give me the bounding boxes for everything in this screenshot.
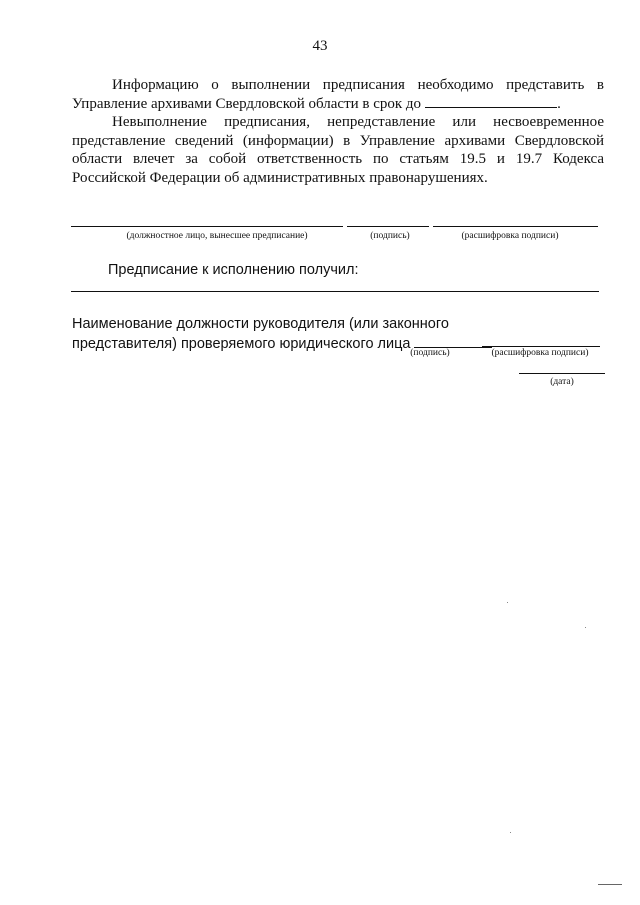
page-number: 43 [312, 38, 328, 54]
official-position-line [71, 226, 343, 227]
head-position-line1: Наименование должности руководителя (или законного [72, 316, 449, 332]
received-label: Предписание к исполнению получил: [108, 262, 359, 278]
head-signature-blank [414, 335, 492, 348]
head-decoding-line [482, 346, 600, 347]
scan-speck [510, 832, 511, 833]
liability-paragraph: Невыполнение предписания, непредставление или несвоевременное представление сведений (информации) в Управление архивами Свердловской области влечет за собой ответственность по статьям 19.5 и 19.7 Кодекса Российской Федерации об административных правонарушениях. [72, 114, 604, 186]
official-decoding-caption: (расшифровка подписи) [461, 231, 559, 241]
head-signature-caption: (подпись) [410, 348, 450, 358]
head-position-line2: представителя) проверяемого юридического лица [72, 336, 411, 352]
received-line [71, 291, 599, 292]
official-signature-caption: (подпись) [370, 231, 410, 241]
official-decoding-line [433, 226, 598, 227]
official-signature-line [347, 226, 429, 227]
date-line [519, 373, 605, 374]
scan-speck [507, 602, 508, 603]
deadline-date-blank [425, 95, 557, 108]
head-decoding-caption: (расшифровка подписи) [491, 348, 589, 358]
deadline-paragraph-text: Информацию о выполнении предписания необходимо представить в Управление архивами Свердловской области в срок до [72, 77, 604, 112]
official-position-caption: (должностное лицо, вынесшее предписание) [126, 231, 308, 241]
scan-speck [585, 627, 586, 628]
deadline-paragraph-suffix: . [557, 95, 561, 112]
deadline-paragraph [72, 76, 604, 113]
date-caption: (дата) [550, 377, 574, 387]
scan-edge-mark [598, 884, 622, 885]
